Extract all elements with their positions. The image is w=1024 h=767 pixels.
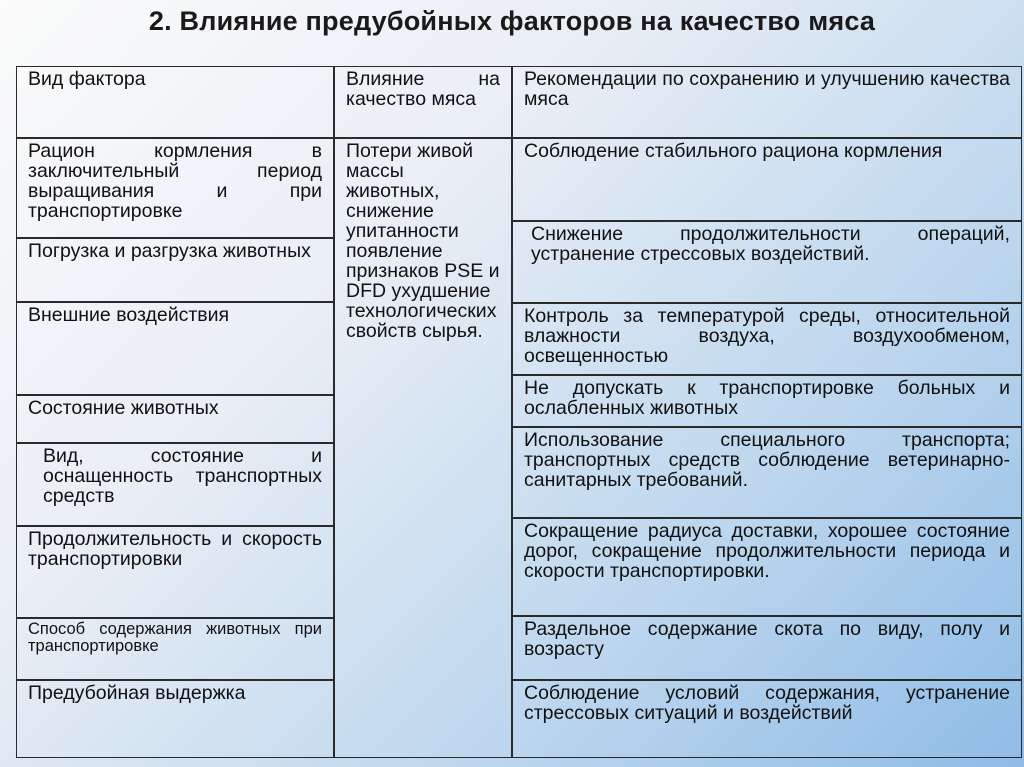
slide-title: 2. Влияние предубойных факторов на качество мяса xyxy=(148,6,876,36)
recommendation-cell: Сокращение радиуса доставки, хорошее состояние дорог, сокращение продолжительности периода и скорости транспортировки. xyxy=(512,518,1022,616)
recommendation-cell: Соблюдение условий содержания, устранение стрессовых ситуаций и воздействий xyxy=(512,680,1022,758)
header-influence: Влияние на качество мяса xyxy=(334,66,512,138)
factor-cell: Вид, состояние и оснащенность транспортных средств xyxy=(16,443,334,526)
header-factor: Вид фактора xyxy=(16,66,334,138)
factor-cell: Способ содержания животных при транспортировке xyxy=(16,618,334,680)
factors-table xyxy=(16,66,1022,758)
header-recommendations: Рекомендации по сохранению и улучшению качества мяса xyxy=(512,66,1022,138)
factor-cell: Погрузка и разгрузка животных xyxy=(16,238,334,302)
recommendation-cell: Использование специального транспорта; транспортных средств соблюдение ветеринарно-санитарных требований. xyxy=(512,427,1022,518)
factor-cell: Внешние воздействия xyxy=(16,302,334,395)
recommendation-cell: Раздельное содержание скота по виду, полу и возрасту xyxy=(512,616,1022,680)
factor-cell: Предубойная выдержка xyxy=(16,680,334,758)
factor-cell: Продолжительность и скорость транспортировки xyxy=(16,526,334,618)
influence-cell: Потери живой массы животных, снижение упитанности появление признаков PSE и DFD ухудшение технологических свойств сырья. xyxy=(334,138,512,758)
recommendation-cell: Соблюдение стабильного рациона кормления xyxy=(512,138,1022,221)
factor-cell: Рацион кормления в заключительный период выращивания и при транспортировке xyxy=(16,138,334,238)
recommendation-cell: Не допускать к транспортировке больных и ослабленных животных xyxy=(512,375,1022,427)
recommendation-cell: Контроль за температурой среды, относительной влажности воздуха, воздухообменом, освещенностью xyxy=(512,303,1022,375)
recommendation-cell: Снижение продолжительности операций, устранение стрессовых воздействий. xyxy=(512,221,1022,303)
factor-cell: Состояние животных xyxy=(16,395,334,443)
